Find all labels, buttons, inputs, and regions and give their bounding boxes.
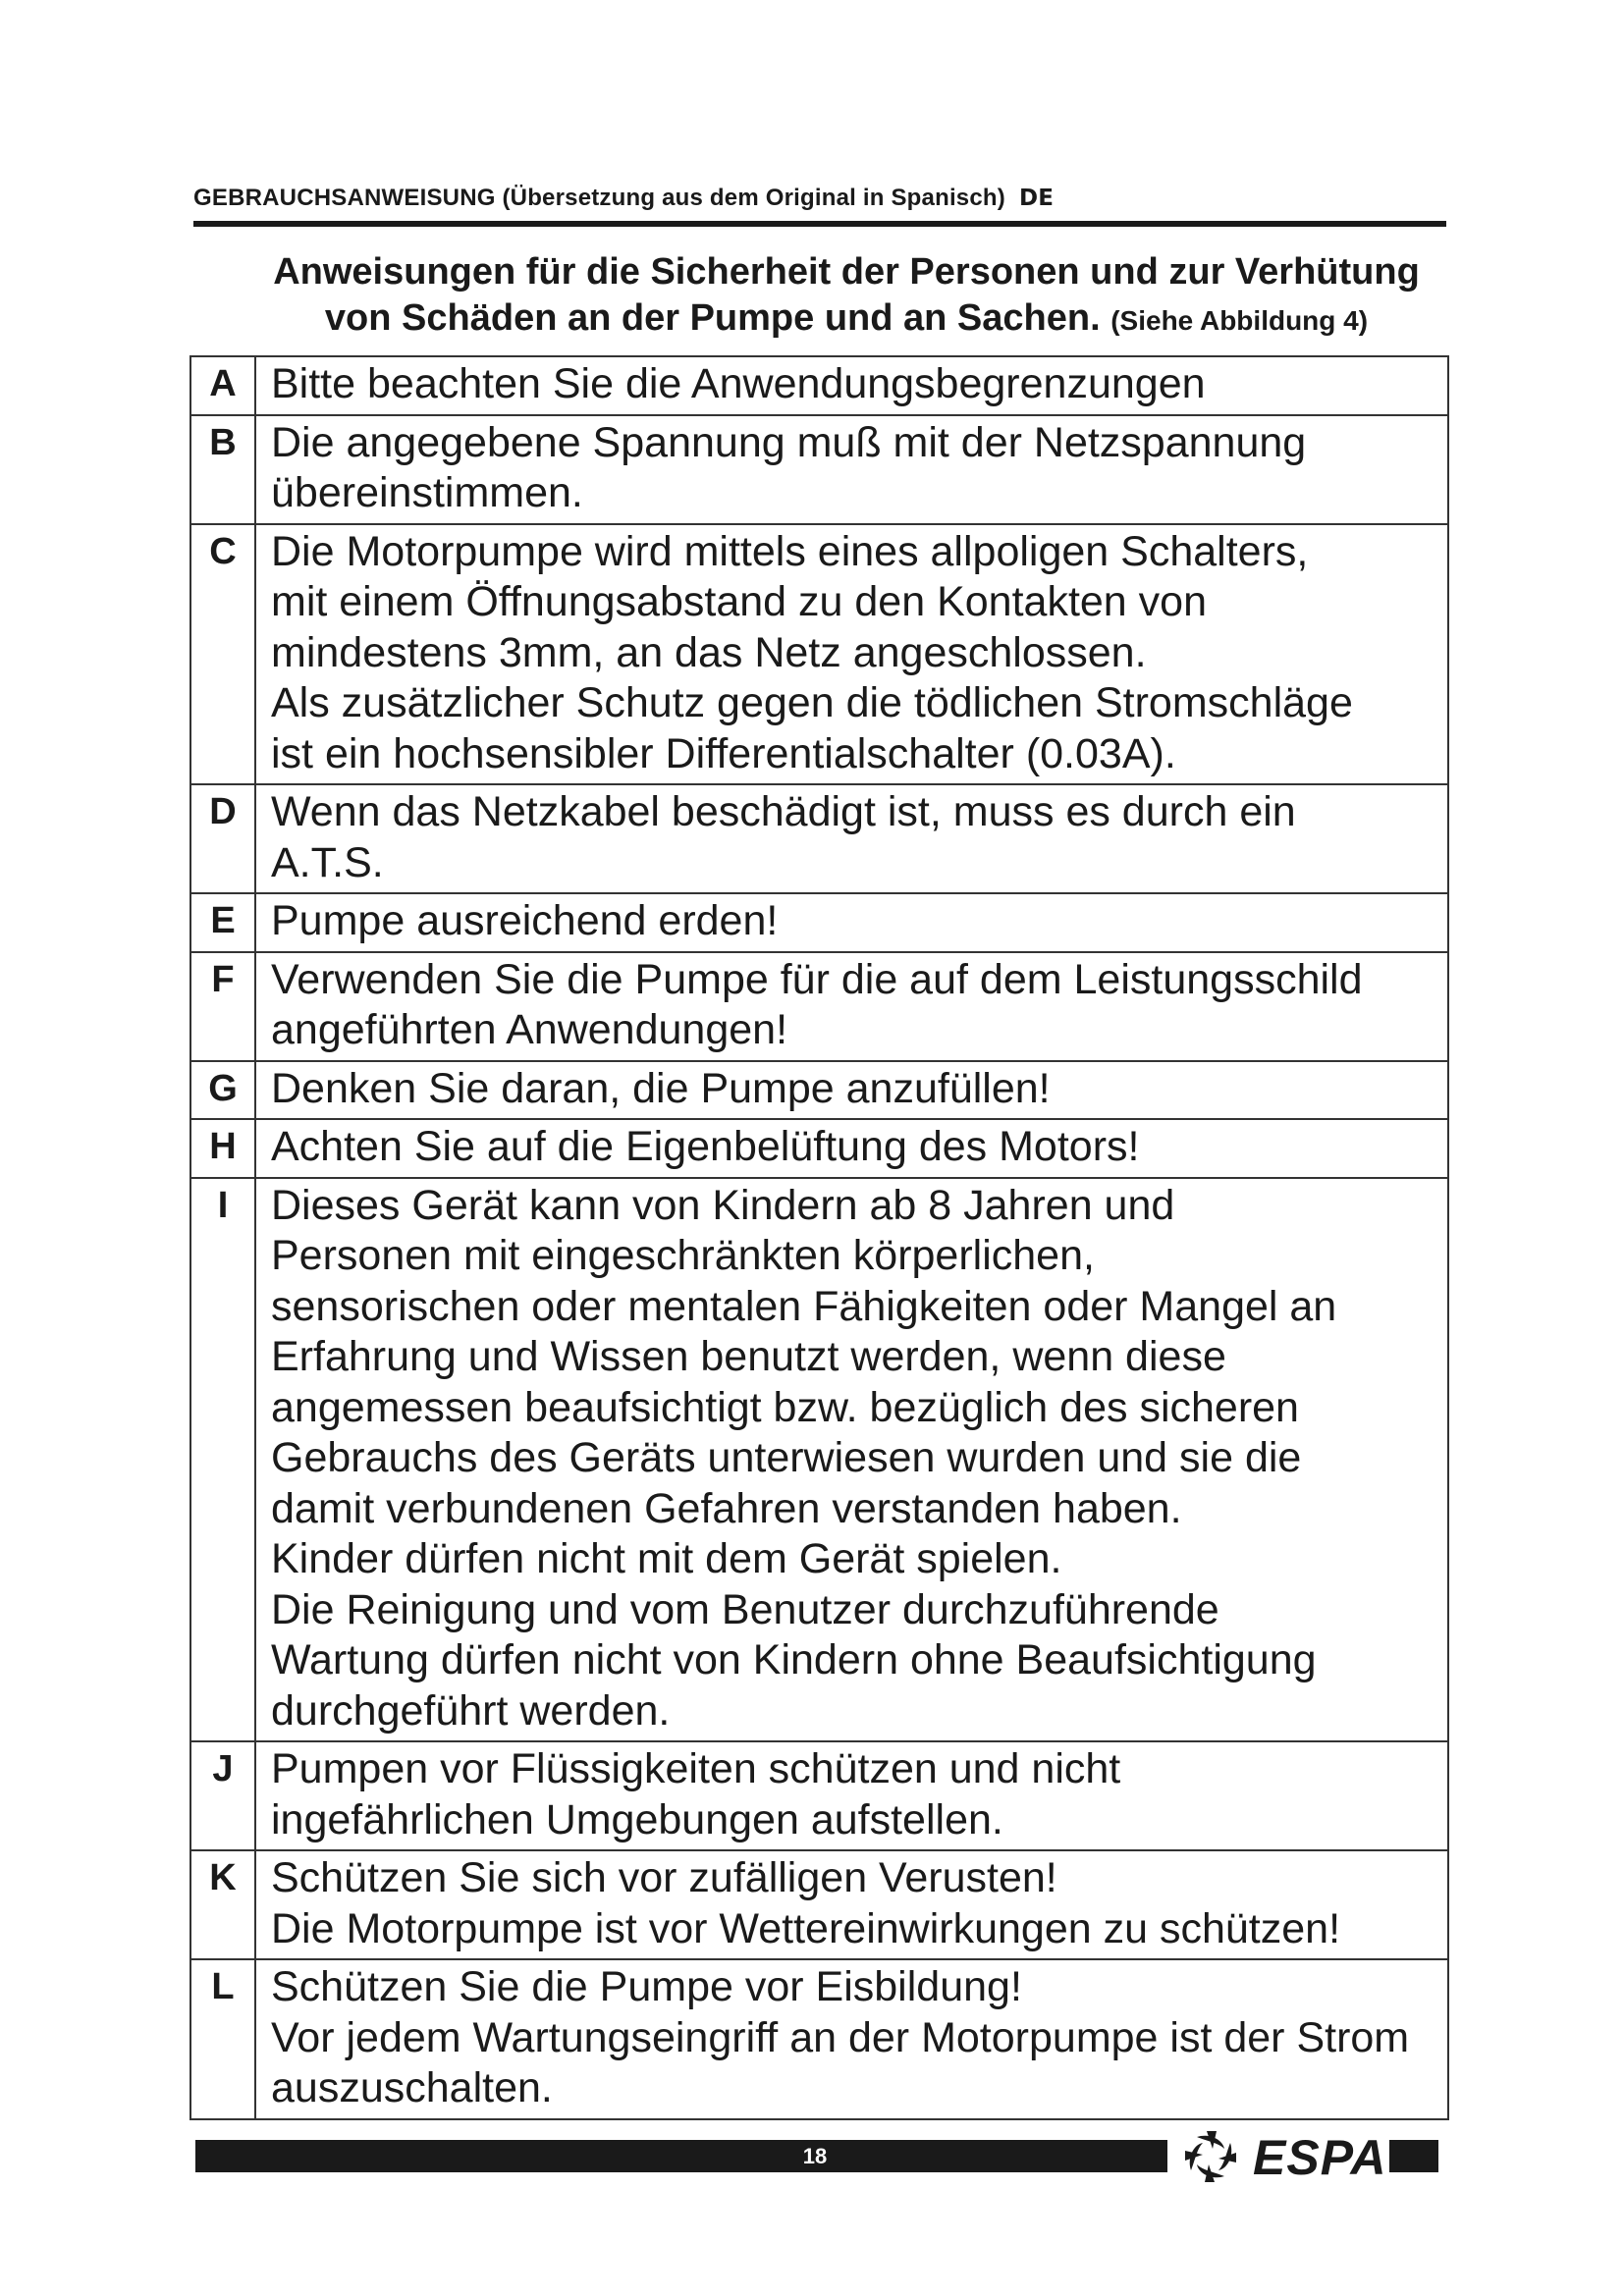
instruction-row-f: [190, 952, 1448, 1061]
instruction-line: Die Motorpumpe ist vor Wettereinwirkungen zu schützen!: [271, 1904, 1341, 1952]
instruction-line: auszuschalten.: [271, 2064, 553, 2111]
instruction-text: [255, 1119, 1448, 1178]
safety-instructions-body: [190, 356, 1448, 2119]
instruction-line: Pumpe ausreichend erden!: [271, 897, 779, 944]
instruction-text: [255, 784, 1448, 893]
instruction-letter: B: [190, 415, 255, 524]
instruction-letter: K: [190, 1850, 255, 1959]
instruction-line: Gebrauchs des Geräts unterwiesen wurden und sie die: [271, 1434, 1302, 1481]
instruction-row-b: [190, 415, 1448, 524]
instruction-line: sensorischen oder mentalen Fähigkeiten oder Mangel an: [271, 1282, 1337, 1330]
instruction-row-h: [190, 1119, 1448, 1178]
page-number: 18: [802, 2144, 828, 2168]
instruction-letter: J: [190, 1741, 255, 1850]
instruction-text: [255, 415, 1448, 524]
instruction-line: Erfahrung und Wissen benutzt werden, wenn diese: [271, 1333, 1226, 1380]
instruction-row-k: [190, 1850, 1448, 1959]
instruction-row-j: [190, 1741, 1448, 1850]
instruction-text: [255, 356, 1448, 415]
espa-logo-text: ESPA: [1253, 2130, 1387, 2185]
instruction-line: Die angegebene Spannung muß mit der Netzspannung: [271, 418, 1307, 466]
instruction-letter: A: [190, 356, 255, 415]
instruction-line: Als zusätzlicher Schutz gegen die tödlichen Stromschläge: [271, 679, 1353, 726]
instruction-line: Denken Sie daran, die Pumpe anzufüllen!: [271, 1064, 1051, 1112]
document-header: [193, 185, 1445, 212]
instruction-text: [255, 893, 1448, 952]
instruction-text: [255, 524, 1448, 785]
instruction-letter: E: [190, 893, 255, 952]
instruction-text: [255, 1850, 1448, 1959]
section-title-line-1: Anweisungen für die Sicherheit der Personen und zur Verhütung: [273, 251, 1420, 293]
figure-reference: (Siehe Abbildung 4): [1110, 305, 1369, 336]
instruction-line: übereinstimmen.: [271, 469, 583, 516]
instruction-line: angeführten Anwendungen!: [271, 1006, 788, 1053]
instruction-row-a: [190, 356, 1448, 415]
instruction-line: damit verbundenen Gefahren verstanden haben.: [271, 1484, 1182, 1532]
instruction-line: A.T.S.: [271, 838, 384, 886]
instruction-line: Schützen Sie sich vor zufälligen Verusten!: [271, 1854, 1057, 1901]
section-title-line-2: [193, 295, 1499, 344]
section-title-text: von Schäden an der Pumpe und an Sachen.: [324, 297, 1101, 339]
instruction-text: [255, 1959, 1448, 2119]
instruction-row-d: [190, 784, 1448, 893]
footer-bar-end: [1389, 2140, 1438, 2172]
instruction-row-i: [190, 1178, 1448, 1742]
instruction-line: Vor jedem Wartungseingriff an der Motorpumpe ist der Strom: [271, 2013, 1410, 2061]
section-title: [193, 249, 1499, 344]
instruction-line: ingefährlichen Umgebungen aufstellen.: [271, 1795, 1003, 1843]
instruction-line: Personen mit eingeschränkten körperlichen,: [271, 1232, 1095, 1279]
instruction-line: mindestens 3mm, an das Netz angeschlossen.: [271, 628, 1147, 676]
instruction-letter: D: [190, 784, 255, 893]
instruction-text: [255, 1178, 1448, 1742]
instruction-row-g: [190, 1061, 1448, 1120]
header-title: GEBRAUCHSANWEISUNG (Übersetzung aus dem Original in Spanisch): [193, 185, 1005, 211]
instruction-text: [255, 1061, 1448, 1120]
instruction-line: Die Reinigung und vom Benutzer durchzuführende: [271, 1585, 1219, 1633]
instruction-row-l: [190, 1959, 1448, 2119]
instruction-line: Schützen Sie die Pumpe vor Eisbildung!: [271, 1963, 1022, 2010]
safety-instructions-table: [189, 355, 1449, 2120]
footer-bar: [195, 2140, 1167, 2172]
instruction-line: Kinder dürfen nicht mit dem Gerät spielen.: [271, 1535, 1062, 1582]
instruction-row-c: [190, 524, 1448, 785]
instruction-line: mit einem Öffnungsabstand zu den Kontakten von: [271, 578, 1207, 625]
instruction-line: Dieses Gerät kann von Kindern ab 8 Jahren und: [271, 1181, 1175, 1229]
instruction-line: Wenn das Netzkabel beschädigt ist, muss es durch ein: [271, 788, 1296, 835]
instruction-line: Pumpen vor Flüssigkeiten schützen und nicht: [271, 1745, 1121, 1792]
instruction-text: [255, 952, 1448, 1061]
instruction-line: angemessen beaufsichtigt bzw. bezüglich des sicheren: [271, 1383, 1299, 1431]
header-rule: [193, 221, 1446, 227]
instruction-letter: L: [190, 1959, 255, 2119]
instruction-text: [255, 1741, 1448, 1850]
instruction-line: Achten Sie auf die Eigenbelüftung des Motors!: [271, 1123, 1140, 1170]
instruction-line: Die Motorpumpe wird mittels eines allpoligen Schalters,: [271, 527, 1309, 575]
instruction-line: durchgeführt werden.: [271, 1686, 671, 1735]
language-code: DE: [1018, 186, 1055, 211]
instruction-letter: I: [190, 1178, 255, 1742]
instruction-line: ist ein hochsensibler Differentialschalter (0.03A).: [271, 729, 1176, 777]
instruction-row-e: [190, 893, 1448, 952]
instruction-letter: F: [190, 952, 255, 1061]
instruction-letter: H: [190, 1119, 255, 1178]
instruction-line: Bitte beachten Sie die Anwendungsbegrenzungen: [271, 360, 1206, 407]
instruction-letter: C: [190, 524, 255, 785]
instruction-line: Verwenden Sie die Pumpe für die auf dem Leistungsschild: [271, 955, 1363, 1003]
instruction-letter: G: [190, 1061, 255, 1120]
instruction-line: Wartung dürfen nicht von Kindern ohne Beaufsichtigung: [271, 1636, 1317, 1683]
